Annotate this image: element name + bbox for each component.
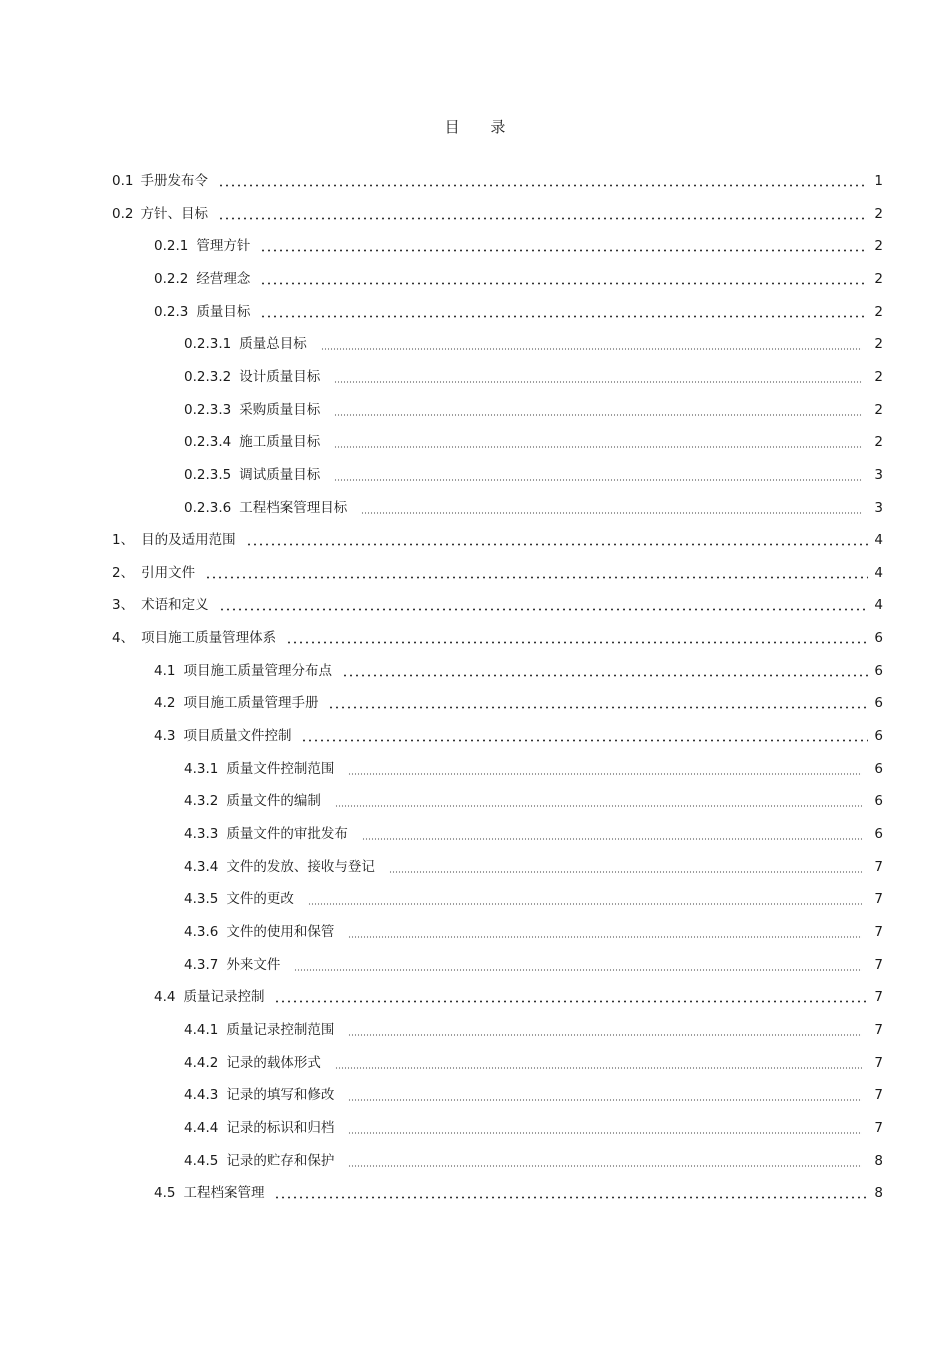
dot-leader (260, 238, 868, 252)
toc-entry-number: 4.3.5 (184, 891, 219, 907)
toc-entry-page-number: 7 (874, 1022, 883, 1038)
toc-entry-title: 调试质量目标 (239, 467, 321, 483)
toc-entry-number: 4.4.5 (184, 1153, 219, 1169)
toc-entry[interactable] (154, 269, 883, 289)
toc-entry-title: 手册发布令 (140, 173, 208, 189)
toc-entry[interactable] (184, 759, 883, 779)
toc-entry-number: 4.3.3 (184, 826, 219, 842)
toc-entry-page-number: 2 (874, 206, 883, 222)
toc-entry-page-number: 6 (874, 793, 883, 809)
toc-entry-number: 3、 (112, 597, 135, 613)
toc-entry-title: 质量目标 (196, 304, 251, 320)
dot-leader (348, 924, 862, 938)
toc-entry-title: 采购质量目标 (239, 402, 321, 418)
toc-entry-number: 4.2 (154, 695, 176, 711)
toc-entry[interactable] (154, 726, 883, 746)
toc-entry-number: 4.4.1 (184, 1022, 219, 1038)
toc-entry-title: 记录的标识和归档 (226, 1120, 335, 1136)
toc-entry-page-number: 2 (874, 402, 883, 418)
toc-entry-title: 质量总目标 (239, 336, 307, 352)
toc-entry-number: 0.2 (112, 206, 134, 222)
dot-leader (334, 467, 862, 481)
dot-leader (294, 957, 862, 971)
toc-entry-number: 0.2.3.2 (184, 369, 232, 385)
dot-leader (348, 1087, 862, 1101)
toc-entry-title: 质量文件的审批发布 (226, 826, 348, 842)
toc-entry-page-number: 4 (874, 565, 883, 581)
toc-entry-title: 经营理念 (196, 271, 251, 287)
toc-entry-number: 4.3.6 (184, 924, 219, 940)
dot-leader (348, 1120, 862, 1134)
toc-entry-page-number: 8 (874, 1185, 883, 1201)
toc-entry-page-number: 1 (874, 173, 883, 189)
toc-entry-title: 引用文件 (141, 565, 196, 581)
dot-leader (260, 271, 868, 285)
dot-leader (321, 336, 863, 350)
toc-entry-title: 记录的载体形式 (226, 1055, 321, 1071)
dot-leader (334, 402, 862, 416)
title-char-1: 目 (444, 118, 460, 136)
toc-entry-number: 4.5 (154, 1185, 176, 1201)
toc-entry[interactable] (184, 889, 883, 909)
toc-entry-title: 管理方针 (196, 238, 251, 254)
toc-entry-page-number: 2 (874, 369, 883, 385)
toc-entry-title: 文件的更改 (226, 891, 294, 907)
dot-leader (246, 532, 869, 546)
toc-entry[interactable] (154, 987, 883, 1007)
toc-entry[interactable] (184, 1053, 883, 1073)
toc-entry-number: 4、 (112, 630, 135, 646)
toc-entry[interactable] (184, 334, 883, 354)
toc-entry[interactable] (184, 1020, 883, 1040)
toc-entry-title: 项目施工质量管理体系 (141, 630, 277, 646)
toc-entry-page-number: 7 (874, 924, 883, 940)
toc-entry[interactable] (184, 432, 883, 452)
toc-entry-number: 4.4.2 (184, 1055, 219, 1071)
title-char-2: 录 (490, 118, 506, 136)
toc-entry-title: 质量文件的编制 (226, 793, 321, 809)
toc-entry-number: 2、 (112, 565, 135, 581)
dot-leader (348, 761, 862, 775)
toc-entry-page-number: 7 (874, 957, 883, 973)
toc-entry-number: 0.2.2 (154, 271, 189, 287)
toc-entry-number: 0.2.1 (154, 238, 189, 254)
toc-entry-page-number: 6 (874, 695, 883, 711)
dot-leader (286, 630, 868, 644)
toc-entry-page-number: 6 (874, 630, 883, 646)
toc-entry-title: 施工质量目标 (239, 434, 321, 450)
dot-leader (328, 695, 868, 709)
toc-entry[interactable] (184, 465, 883, 485)
toc-entry-title: 工程档案管理 (183, 1185, 265, 1201)
dot-leader (348, 1022, 862, 1036)
dot-leader (362, 826, 863, 840)
toc-entry-page-number: 4 (874, 597, 883, 613)
toc-entry-number: 4.4.3 (184, 1087, 219, 1103)
toc-entry-page-number: 7 (874, 891, 883, 907)
toc-entry[interactable] (184, 791, 883, 811)
toc-entry-page-number: 7 (874, 989, 883, 1005)
toc-entry-number: 1、 (112, 532, 135, 548)
toc-entry-page-number: 7 (874, 1055, 883, 1071)
toc-entry[interactable] (154, 1183, 883, 1203)
toc-entry-number: 4.4.4 (184, 1120, 219, 1136)
toc-entry[interactable] (154, 302, 883, 322)
toc-entry[interactable] (112, 171, 883, 191)
dot-leader (218, 173, 868, 187)
toc-entry[interactable] (112, 530, 883, 550)
toc-entry-page-number: 7 (874, 1120, 883, 1136)
toc-entry-title: 设计质量目标 (239, 369, 321, 385)
toc-entry-number: 4.4 (154, 989, 176, 1005)
toc-entry-page-number: 7 (874, 859, 883, 875)
toc-entry[interactable] (184, 1118, 883, 1138)
toc-entry-page-number: 2 (874, 238, 883, 254)
toc-entry-number: 0.2.3.3 (184, 402, 232, 418)
dot-leader (274, 1185, 868, 1199)
toc-entry-number: 4.1 (154, 663, 176, 679)
dot-leader (218, 206, 868, 220)
toc-entry[interactable] (184, 1151, 883, 1171)
dot-leader (335, 793, 863, 807)
toc-entry-page-number: 6 (874, 728, 883, 744)
toc-entry-page-number: 2 (874, 271, 883, 287)
dot-leader (389, 859, 863, 873)
toc-entry-page-number: 6 (874, 761, 883, 777)
toc-entry-title: 文件的发放、接收与登记 (226, 859, 375, 875)
toc-entry-number: 0.2.3 (154, 304, 189, 320)
toc-entry[interactable] (184, 367, 883, 387)
toc-entry-title: 质量记录控制 (183, 989, 265, 1005)
toc-entry-number: 0.2.3.4 (184, 434, 232, 450)
toc-entry-number: 0.2.3.5 (184, 467, 232, 483)
dot-leader (334, 434, 862, 448)
toc-entry-page-number: 2 (874, 434, 883, 450)
toc-entry-number: 4.3.7 (184, 957, 219, 973)
toc-entry-title: 术语和定义 (141, 597, 209, 613)
toc-entry-title: 项目施工质量管理分布点 (183, 663, 332, 679)
toc-entry[interactable] (184, 824, 883, 844)
toc-entry[interactable] (184, 922, 883, 942)
toc-entry[interactable] (112, 204, 883, 224)
dot-leader (301, 728, 868, 742)
toc-entry-page-number: 2 (874, 304, 883, 320)
toc-entry-title: 项目质量文件控制 (183, 728, 292, 744)
toc-entry[interactable] (154, 661, 883, 681)
toc-entry-title: 项目施工质量管理手册 (183, 695, 319, 711)
dot-leader (348, 1153, 862, 1167)
toc-entry[interactable] (112, 595, 883, 615)
dot-leader (334, 369, 862, 383)
toc-entry-title: 方针、目标 (140, 206, 208, 222)
toc-entry-title: 记录的贮存和保护 (226, 1153, 335, 1169)
toc-entry-number: 0.1 (112, 173, 134, 189)
toc-entry[interactable] (154, 236, 883, 256)
toc-entry-page-number: 7 (874, 1087, 883, 1103)
dot-leader (308, 891, 863, 905)
dot-leader (205, 565, 868, 579)
dot-leader (219, 597, 869, 611)
toc-entry-page-number: 6 (874, 663, 883, 679)
dot-leader (335, 1055, 863, 1069)
toc-entry-title: 质量记录控制范围 (226, 1022, 335, 1038)
toc-entry-page-number: 4 (874, 532, 883, 548)
toc-entry[interactable] (184, 400, 883, 420)
toc-entry-page-number: 3 (874, 500, 883, 516)
dot-leader (342, 663, 868, 677)
toc-entry-title: 文件的使用和保管 (226, 924, 335, 940)
toc-entry-number: 4.3.2 (184, 793, 219, 809)
toc-entry[interactable] (112, 563, 883, 583)
toc-entry-page-number: 3 (874, 467, 883, 483)
dot-leader (361, 500, 862, 514)
toc-entry-page-number: 2 (874, 336, 883, 352)
toc-entry-number: 4.3.4 (184, 859, 219, 875)
toc-entry-number: 4.3 (154, 728, 176, 744)
dot-leader (274, 989, 868, 1003)
toc-entry-number: 0.2.3.1 (184, 336, 232, 352)
dot-leader (260, 304, 868, 318)
toc-entry-title: 记录的填写和修改 (226, 1087, 335, 1103)
toc-entry[interactable] (184, 955, 883, 975)
toc-entry-title: 质量文件控制范围 (226, 761, 335, 777)
toc-entry[interactable] (184, 1085, 883, 1105)
toc-entry-title: 外来文件 (226, 957, 281, 973)
toc-entry-page-number: 8 (874, 1153, 883, 1169)
toc-entry[interactable] (154, 693, 883, 713)
toc-entry-title: 工程档案管理目标 (239, 500, 348, 516)
toc-entry-page-number: 6 (874, 826, 883, 842)
toc-entry[interactable] (184, 498, 883, 518)
toc-entry-title: 目的及适用范围 (141, 532, 236, 548)
toc-entry-number: 4.3.1 (184, 761, 219, 777)
toc-entry[interactable] (184, 857, 883, 877)
toc-entry-number: 0.2.3.6 (184, 500, 232, 516)
toc-entry[interactable] (112, 628, 883, 648)
